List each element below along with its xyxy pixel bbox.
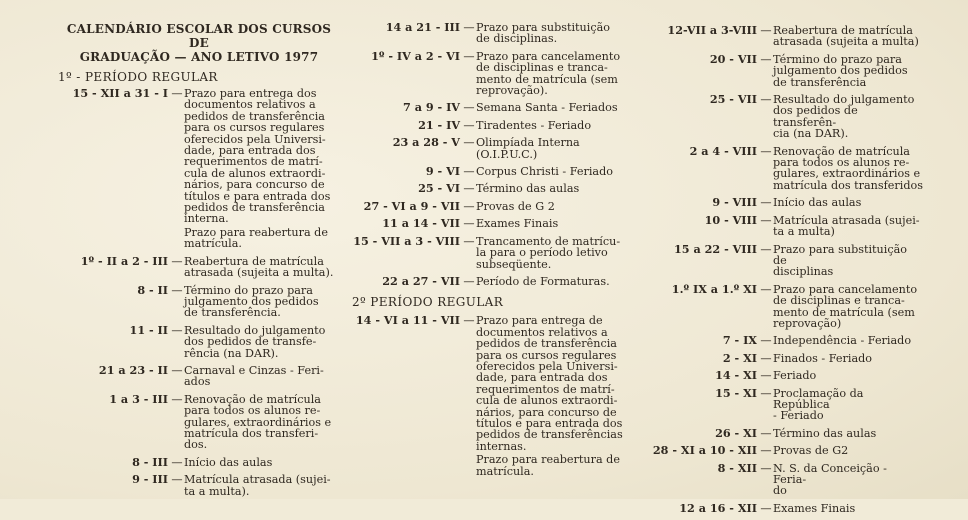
calendar-entry xyxy=(352,315,638,477)
entry-text xyxy=(773,146,923,192)
calendar-entry xyxy=(645,500,923,515)
entry-date: 2 - XI xyxy=(722,350,757,365)
calendar-entry xyxy=(352,102,638,113)
entry-line: la para o período letivo xyxy=(476,246,608,260)
entry-dash: — xyxy=(463,314,475,328)
entry-text xyxy=(476,236,638,270)
entry-line: reprovação). xyxy=(476,84,548,98)
entry-line: disciplinas xyxy=(773,265,834,279)
entry-date: 12-VII a 3-VIII xyxy=(667,23,757,37)
entry-line: Prazo para substituição de xyxy=(773,242,908,267)
column-1 xyxy=(58,22,340,503)
entry-line: Carnaval e Cinzas - Feri- xyxy=(184,363,324,377)
entry-line: para todos os alunos re- xyxy=(184,404,321,418)
entry-line: de transferência. xyxy=(184,306,281,320)
entry-subnote xyxy=(476,454,638,477)
calendar-entry xyxy=(352,233,638,271)
entry-date: 1 a 3 - III xyxy=(109,391,168,406)
entry-date: 14 - XI xyxy=(715,368,757,383)
entry-line: Término do prazo para xyxy=(184,283,313,297)
entry-line: Trancamento de matrícu- xyxy=(476,234,621,248)
entry-line: Reabertura de matrícula xyxy=(184,254,324,268)
entry-line: julgamento dos pedidos xyxy=(184,294,319,308)
entry-line: Exames Finais xyxy=(773,501,856,515)
entry-line: para os cursos regulares xyxy=(476,348,617,362)
entry-dash: — xyxy=(760,444,772,458)
entry-dash: — xyxy=(171,323,183,337)
entry-line: - Feriado xyxy=(773,409,824,423)
entry-date: 21 a 23 - II xyxy=(98,362,168,377)
entry-dash: — xyxy=(760,369,772,383)
entry-line: de transferência xyxy=(773,75,867,89)
entry-line: Finados - Feriado xyxy=(773,351,873,365)
entry-line: Exames Finais xyxy=(476,217,559,231)
entry-dash: — xyxy=(463,199,475,213)
entry-line: dos pedidos de transferên- xyxy=(773,104,858,129)
entry-line: ta a multa) xyxy=(773,225,835,239)
entry-text xyxy=(476,166,638,177)
entry-line: gulares, extraordinários e xyxy=(184,415,332,429)
entry-line: nários, para concurso de xyxy=(476,405,617,419)
entry-line: atrasada (sujeita a multa) xyxy=(773,35,919,49)
title-line: CALENDÁRIO ESCOLAR DOS CURSOS DE xyxy=(66,22,332,50)
entry-line: de disciplinas e tranca- xyxy=(476,61,608,75)
entry-line: N. S. da Conceição - Feria- xyxy=(773,461,887,486)
entry-line: cula de alunos extraordi- xyxy=(476,394,618,408)
calendar-entry xyxy=(58,454,340,469)
entry-date: 11 - II xyxy=(129,322,168,337)
entry-text xyxy=(184,365,340,388)
entry-line: Independência - Feriado xyxy=(773,334,912,348)
entry-text xyxy=(184,325,340,359)
calendar-entry xyxy=(645,94,923,140)
entry-line: interna. xyxy=(184,212,229,226)
entry-date: 10 - VIII xyxy=(704,212,757,227)
entry-line: do xyxy=(773,484,787,498)
entry-line: Renovação de matrícula xyxy=(773,144,910,158)
entry-text xyxy=(476,276,638,287)
entry-list-col2b xyxy=(352,315,638,477)
entry-line: gulares, extraordinários e xyxy=(773,167,921,181)
entry-dash: — xyxy=(760,461,772,475)
entry-line: Proclamação da República xyxy=(773,386,864,411)
entry-dash: — xyxy=(463,234,475,248)
entry-date: 9 - VIII xyxy=(712,195,757,210)
entry-text xyxy=(476,315,638,477)
entry-line: cia (na DAR). xyxy=(773,127,849,141)
entry-date: 27 - VI a 9 - VII xyxy=(363,198,460,213)
entry-dash: — xyxy=(760,426,772,440)
entry-line: Corpus Christi - Feriado xyxy=(476,165,613,179)
entry-date: 20 - VII xyxy=(709,51,757,66)
entry-line: dos pedidos de transfe- xyxy=(184,335,317,349)
entry-dash: — xyxy=(463,136,475,150)
calendar-entry xyxy=(645,212,923,239)
entry-line: ados xyxy=(184,375,211,389)
entry-line: Início das aulas xyxy=(773,196,862,210)
entry-dash: — xyxy=(463,21,475,34)
entry-date: 7 a 9 - IV xyxy=(403,100,460,115)
calendar-entry xyxy=(58,391,340,452)
entry-date: 21 - IV xyxy=(418,117,460,132)
entry-date: 9 - III xyxy=(132,472,168,487)
calendar-entry xyxy=(58,88,340,250)
entry-line: para os cursos regulares xyxy=(184,121,325,135)
entry-line: Prazo para substituição xyxy=(476,21,611,34)
column-2 xyxy=(352,22,638,483)
entry-line: pedidos de transferência xyxy=(476,337,617,351)
entry-line: internas. xyxy=(476,439,527,453)
entry-line: pedidos de transferência xyxy=(184,109,325,123)
entry-text xyxy=(476,102,638,113)
entry-text xyxy=(773,94,923,140)
entry-line: Resultado do julgamento xyxy=(773,93,915,107)
entry-date: 7 - IX xyxy=(722,333,757,348)
entry-line: dade, para entrada dos xyxy=(476,371,608,385)
entry-dash: — xyxy=(463,165,475,179)
entry-text xyxy=(184,474,340,497)
entry-line: dos. xyxy=(184,438,208,452)
calendar-entry xyxy=(58,474,340,497)
calendar-entry xyxy=(645,143,923,192)
entry-text xyxy=(184,285,340,319)
entry-dash: — xyxy=(463,101,475,115)
entry-date: 25 - VII xyxy=(709,92,757,107)
entry-dash: — xyxy=(760,386,772,400)
entry-line: Início das aulas xyxy=(184,455,273,469)
entry-line: rência (na DAR). xyxy=(184,346,279,360)
entry-date: 25 - VI xyxy=(418,181,460,196)
entry-line: requerimentos de matrí- xyxy=(476,382,615,396)
title-line: GRADUAÇÃO — ANO LETIVO 1977 xyxy=(79,50,319,64)
entry-text xyxy=(773,370,923,381)
entry-date: 11 a 14 - VII xyxy=(382,216,460,231)
entry-line: Provas de G 2 xyxy=(476,199,555,213)
entry-line: nários, para concurso de xyxy=(184,178,325,192)
entry-line: ta a multa). xyxy=(184,484,250,498)
entry-line: de disciplinas e tranca- xyxy=(773,294,905,308)
calendar-entry xyxy=(58,362,340,389)
entry-subnote xyxy=(184,227,340,250)
calendar-entry xyxy=(645,281,923,330)
entry-date: 8 - II xyxy=(137,282,168,297)
entry-date: 1º - IV a 2 - VI xyxy=(371,48,460,63)
entry-line: matrícula dos transferi- xyxy=(184,426,319,440)
entry-text xyxy=(476,183,638,194)
entry-dash: — xyxy=(463,49,475,63)
entry-line: de disciplinas. xyxy=(476,32,558,46)
entry-date: 1.º IX a 1.º XI xyxy=(671,281,757,296)
entry-text xyxy=(184,457,340,468)
entry-line: cula de alunos extraordi- xyxy=(184,166,326,180)
entry-line: para todos os alunos re- xyxy=(773,156,910,170)
entry-line: Prazo para cancelamento xyxy=(773,282,918,296)
calendar-entry xyxy=(58,322,340,360)
entry-text xyxy=(476,22,638,45)
entry-line: Tiradentes - Feriado xyxy=(476,118,592,132)
entry-line: documentos relativos a xyxy=(184,98,316,112)
entry-date: 1º - II a 2 - III xyxy=(80,253,168,268)
calendar-entry xyxy=(645,335,923,346)
entry-line: pedidos de transferências xyxy=(476,428,623,442)
entry-text xyxy=(476,120,638,131)
calendar-entry xyxy=(352,137,638,160)
calendar-entry xyxy=(645,460,923,498)
entry-line: Prazo para entrega de xyxy=(476,314,603,328)
entry-line: Renovação de matrícula xyxy=(184,392,321,406)
section-first-period: 1º - PERÍODO REGULAR xyxy=(58,70,218,84)
entry-list-col3 xyxy=(645,25,923,514)
calendar-entry xyxy=(645,241,923,279)
entry-text xyxy=(476,218,638,229)
calendar-entry xyxy=(352,198,638,213)
entry-text xyxy=(184,256,340,279)
entry-dash: — xyxy=(463,274,475,288)
entry-date: 8 - XII xyxy=(717,460,757,475)
entry-line: subseqüente. xyxy=(476,257,552,271)
entry-text xyxy=(773,503,923,514)
calendar-entry xyxy=(352,273,638,288)
entry-date: 15 a 22 - VIII xyxy=(674,241,757,256)
entry-line: requerimentos de matrí- xyxy=(184,155,323,169)
document-title xyxy=(58,22,340,64)
entry-text xyxy=(476,51,638,97)
entry-line: Prazo para cancelamento xyxy=(476,49,621,63)
entry-line: Matrícula atrasada (sujei- xyxy=(184,473,331,487)
entry-line: Prazo para entrega dos xyxy=(184,87,317,100)
entry-date: 15 - XI xyxy=(715,385,757,400)
entry-line: pedidos de transferência xyxy=(184,201,325,215)
entry-date: 14 a 21 - III xyxy=(385,20,460,34)
entry-list-col2a xyxy=(352,22,638,287)
entry-dash: — xyxy=(171,254,183,268)
entry-line: Prazo para reabertura de xyxy=(476,453,620,467)
entry-dash: — xyxy=(760,144,772,158)
entry-line: Resultado do julgamento xyxy=(184,323,326,337)
calendar-entry xyxy=(645,425,923,440)
entry-dash: — xyxy=(760,351,772,365)
entry-dash: — xyxy=(760,52,772,66)
entry-dash: — xyxy=(760,242,772,256)
entry-dash: — xyxy=(760,196,772,210)
entry-line: Provas de G2 xyxy=(773,444,849,458)
entry-text xyxy=(773,25,923,48)
entry-date: 9 - VI xyxy=(425,164,460,179)
section-second-period: 2º PERÍODO REGULAR xyxy=(352,295,504,310)
entry-line: Término do prazo para xyxy=(773,52,902,66)
entry-text xyxy=(773,197,923,208)
calendar-entry xyxy=(352,22,638,45)
calendar-entry xyxy=(645,25,923,48)
calendar-entry xyxy=(352,166,638,177)
entry-line: Prazo para reabertura de xyxy=(184,225,328,239)
entry-line: Reabertura de matrícula xyxy=(773,24,913,37)
entry-line: Olimpíada Interna xyxy=(476,136,580,150)
entry-dash: — xyxy=(760,213,772,227)
entry-line: títulos e para entrada dos xyxy=(476,416,623,430)
entry-dash: — xyxy=(171,283,183,297)
calendar-entry xyxy=(352,183,638,194)
entry-text xyxy=(476,201,638,212)
entry-text xyxy=(773,215,923,238)
calendar-entry xyxy=(352,218,638,229)
entry-text xyxy=(773,463,923,497)
entry-line: Término das aulas xyxy=(773,426,877,440)
entry-line: Período de Formaturas. xyxy=(476,274,610,288)
entry-text xyxy=(773,428,923,439)
entry-text xyxy=(773,335,923,346)
entry-dash: — xyxy=(171,455,183,469)
calendar-entry xyxy=(58,253,340,280)
entry-line: reprovação) xyxy=(773,316,842,330)
entry-line: mento de matrícula (sem xyxy=(773,305,915,319)
entry-line: mento de matrícula (sem xyxy=(476,72,618,86)
entry-date: 22 a 27 - VII xyxy=(382,273,460,288)
entry-dash: — xyxy=(463,182,475,196)
entry-date: 28 - XI a 10 - XII xyxy=(652,443,757,458)
entry-line: Matrícula atrasada (sujei- xyxy=(773,213,920,227)
calendar-entry xyxy=(645,51,923,89)
entry-dash: — xyxy=(760,93,772,107)
entry-line: dade, para entrada dos xyxy=(184,144,316,158)
entry-line: julgamento dos pedidos xyxy=(773,64,908,78)
entry-text xyxy=(773,388,923,422)
entry-date: 15 - XII a 31 - I xyxy=(72,86,168,100)
entry-line: (O.I.P.U.C.) xyxy=(476,147,538,161)
calendar-entry xyxy=(352,117,638,132)
entry-text xyxy=(184,88,340,250)
entry-text xyxy=(773,445,923,456)
calendar-entry xyxy=(645,445,923,456)
entry-dash: — xyxy=(171,363,183,377)
entry-text xyxy=(476,137,638,160)
entry-dash: — xyxy=(760,282,772,296)
entry-dash: — xyxy=(760,501,772,515)
column-3 xyxy=(645,25,923,520)
entry-line: títulos e para entrada dos xyxy=(184,189,331,203)
entry-dash: — xyxy=(760,24,772,37)
entry-line: atrasada (sujeita a multa). xyxy=(184,266,334,280)
entry-dash: — xyxy=(463,217,475,231)
entry-line: matrícula dos transferidos xyxy=(773,178,923,192)
entry-dash: — xyxy=(760,334,772,348)
entry-line: oferecidos pela Universi- xyxy=(476,359,618,373)
entry-text xyxy=(773,54,923,88)
entry-text xyxy=(773,244,923,278)
entry-date: 26 - XI xyxy=(715,425,757,440)
calendar-entry xyxy=(58,282,340,320)
entry-line: oferecidos pela Universi- xyxy=(184,132,326,146)
entry-date: 23 a 28 - V xyxy=(392,135,460,150)
entry-text xyxy=(773,353,923,364)
entry-date: 8 - III xyxy=(132,454,168,469)
calendar-entry xyxy=(645,197,923,208)
entry-line: matrícula. xyxy=(476,464,534,478)
entry-line: matrícula. xyxy=(184,237,242,251)
entry-date: 2 a 4 - VIII xyxy=(689,143,757,158)
calendar-entry xyxy=(352,48,638,98)
entry-date: 12 a 16 - XII xyxy=(679,500,757,515)
entry-line: Feriado xyxy=(773,369,817,383)
calendar-entry xyxy=(645,370,923,381)
entry-line: Semana Santa - Feriados xyxy=(476,101,618,115)
entry-dash: — xyxy=(463,118,475,132)
entry-text xyxy=(773,284,923,330)
entry-list-col1 xyxy=(58,88,340,497)
calendar-entry xyxy=(645,385,923,423)
entry-date: 15 - VII a 3 - VIII xyxy=(353,233,460,248)
entry-dash: — xyxy=(171,87,183,100)
entry-text xyxy=(184,394,340,451)
entry-date: 14 - VI a 11 - VII xyxy=(355,313,460,328)
entry-line: documentos relativos a xyxy=(476,325,608,339)
calendar-entry xyxy=(645,350,923,365)
entry-dash: — xyxy=(171,392,183,406)
entry-line: Término das aulas xyxy=(476,182,580,196)
entry-dash: — xyxy=(171,473,183,487)
